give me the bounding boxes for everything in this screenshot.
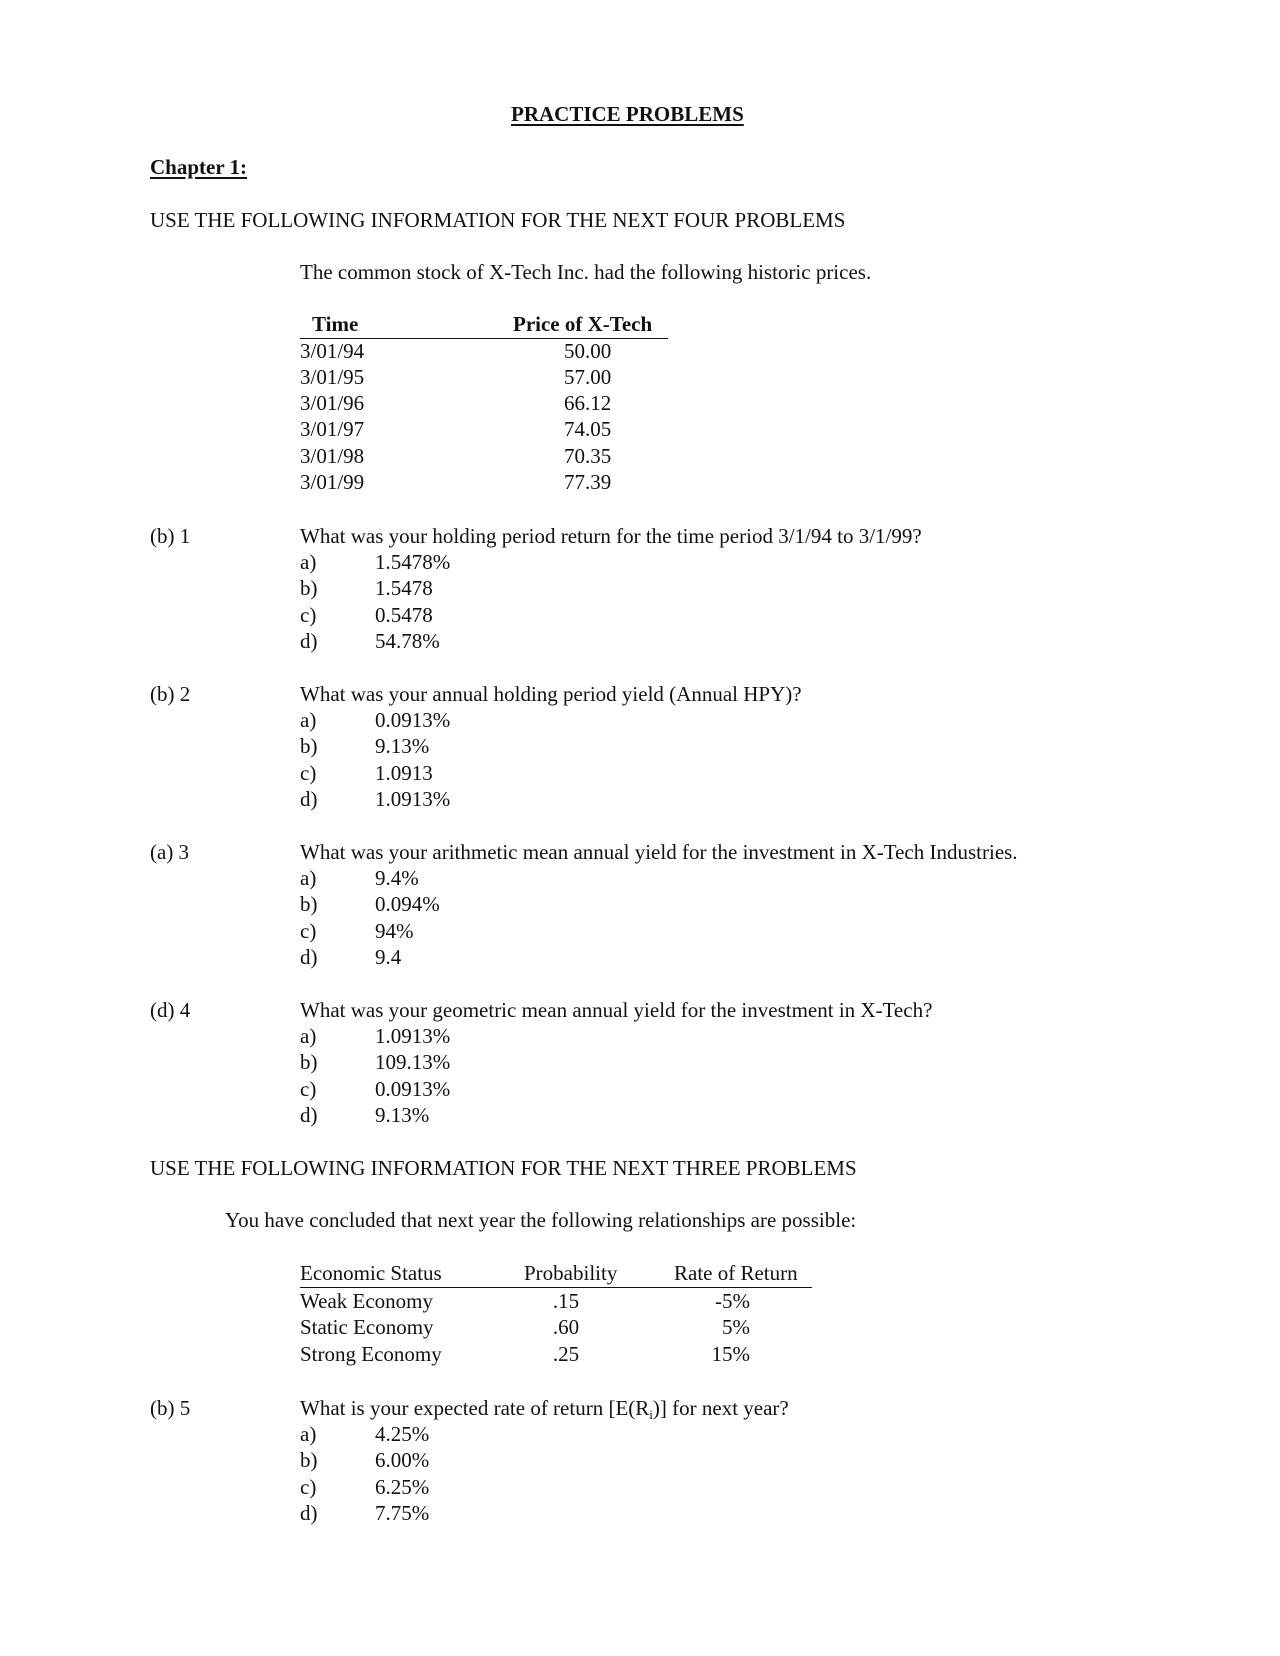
option-letter: a) [300, 708, 317, 732]
price-row-value: 70.35 [564, 444, 612, 468]
option-value: 0.0913% [375, 708, 451, 732]
option-letter: d) [300, 945, 318, 969]
chapter-heading: Chapter 1: [150, 155, 248, 179]
option-letter: b) [300, 1448, 318, 1472]
economy-row-probability: .60 [552, 1315, 580, 1339]
price-row-value: 50.00 [564, 339, 612, 363]
price-table-header-price: Price of X-Tech [513, 312, 653, 336]
option-value: 54.78% [375, 629, 440, 653]
question-text-after: )] for next year? [652, 1396, 789, 1420]
question-label: (a) 3 [150, 840, 190, 864]
price-table-header-time: Time [312, 312, 359, 336]
option-value: 1.5478 [375, 576, 433, 600]
option-value: 94% [375, 919, 414, 943]
price-row-time: 3/01/94 [300, 339, 365, 363]
price-row-value: 57.00 [564, 365, 612, 389]
option-value: 1.5478% [375, 550, 451, 574]
option-letter: a) [300, 1024, 317, 1048]
question-text: What was your arithmetic mean annual yield for the investment in X-Tech Industries. [300, 840, 1018, 864]
option-letter: b) [300, 576, 318, 600]
section2-intro: You have concluded that next year the following relationships are possible: [225, 1208, 857, 1232]
option-letter: c) [300, 1475, 317, 1499]
question-label: (d) 4 [150, 998, 191, 1022]
economy-row-probability: .25 [552, 1342, 580, 1366]
question-label: (b) 1 [150, 524, 191, 548]
price-row-time: 3/01/99 [300, 470, 365, 494]
question-label: (b) 2 [150, 682, 191, 706]
option-value: 1.0913 [375, 761, 433, 785]
option-value: 9.4 [375, 945, 402, 969]
economy-row-status: Weak Economy [300, 1289, 434, 1313]
economy-table-header-status: Economic Status [300, 1261, 442, 1285]
option-value: 9.13% [375, 734, 430, 758]
option-letter: d) [300, 1501, 318, 1525]
economy-row-return: -5% [715, 1289, 750, 1313]
question-text: What was your annual holding period yield (Annual HPY)? [300, 682, 802, 706]
option-letter: d) [300, 629, 318, 653]
section1-intro: The common stock of X-Tech Inc. had the following historic prices. [300, 260, 872, 284]
price-row-value: 77.39 [564, 470, 612, 494]
option-value: 1.0913% [375, 1024, 451, 1048]
economy-row-status: Strong Economy [300, 1342, 442, 1366]
option-letter: c) [300, 603, 317, 627]
option-value: 1.0913% [375, 787, 451, 811]
option-value: 0.5478 [375, 603, 433, 627]
option-value: 6.25% [375, 1475, 430, 1499]
page-title: PRACTICE PROBLEMS [511, 102, 744, 126]
option-value: 9.13% [375, 1103, 430, 1127]
option-letter: c) [300, 1077, 317, 1101]
option-value: 7.75% [375, 1501, 430, 1525]
question-text-before: What is your expected rate of return [E(R [300, 1396, 650, 1420]
economy-row-probability: .15 [552, 1289, 580, 1313]
option-value: 109.13% [375, 1050, 451, 1074]
option-value: 6.00% [375, 1448, 430, 1472]
option-value: 0.094% [375, 892, 440, 916]
question-text: What was your geometric mean annual yield for the investment in X-Tech? [300, 998, 933, 1022]
option-value: 9.4% [375, 866, 419, 890]
option-value: 4.25% [375, 1422, 430, 1446]
option-letter: c) [300, 919, 317, 943]
question-label: (b) 5 [150, 1396, 191, 1420]
option-letter: c) [300, 761, 317, 785]
question-text [300, 1396, 789, 1422]
question-text: What was your holding period return for the time period 3/1/94 to 3/1/99? [300, 524, 922, 548]
section1-instruction: USE THE FOLLOWING INFORMATION FOR THE NEXT FOUR PROBLEMS [150, 208, 846, 232]
economy-row-return: 15% [711, 1342, 750, 1366]
option-value: 0.0913% [375, 1077, 451, 1101]
economy-row-status: Static Economy [300, 1315, 434, 1339]
option-letter: b) [300, 734, 318, 758]
option-letter: d) [300, 787, 318, 811]
price-row-value: 66.12 [564, 391, 612, 415]
price-row-time: 3/01/98 [300, 444, 365, 468]
option-letter: a) [300, 866, 317, 890]
option-letter: b) [300, 892, 318, 916]
economy-table-header-return: Rate of Return [674, 1261, 798, 1285]
section2-instruction: USE THE FOLLOWING INFORMATION FOR THE NEXT THREE PROBLEMS [150, 1156, 857, 1180]
price-row-time: 3/01/97 [300, 417, 365, 441]
option-letter: a) [300, 1422, 317, 1446]
price-row-value: 74.05 [564, 417, 612, 441]
option-letter: a) [300, 550, 317, 574]
economy-row-return: 5% [722, 1315, 750, 1339]
economy-table-header-probability: Probability [524, 1261, 618, 1285]
question-text-subscript: i [649, 1407, 653, 1422]
economy-table-header-rule [300, 1287, 812, 1288]
option-letter: b) [300, 1050, 318, 1074]
price-row-time: 3/01/95 [300, 365, 365, 389]
price-row-time: 3/01/96 [300, 391, 365, 415]
option-letter: d) [300, 1103, 318, 1127]
